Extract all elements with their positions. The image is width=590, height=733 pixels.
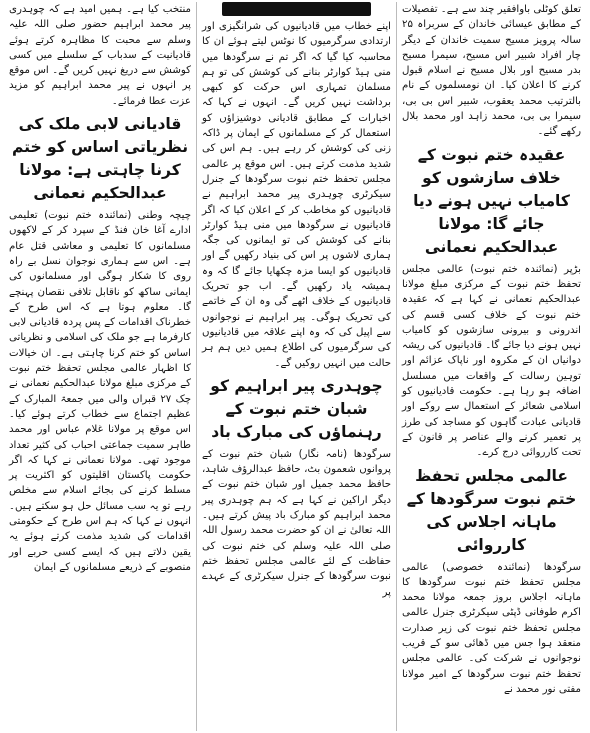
article-paragraph: سرگودھا (نامہ نگار) شبان ختم نبوت کے پروانوں شعمون بٹ، حافظ عبدالرؤف شاہد، حافظ محمد جمیل اور شبان ختم نبوت کے دیگر اراکین نے کہا ہے کہ ہم چوہدری پیر محمد ابراہیم کو مبارک باد پیش کرتے ہیں۔ اللہ تعالیٰ نے ان کو حضرت محمد رسول اللہ صلی اللہ علیہ وسلم کی ختم نبوت کی حفاظت کے لئے عالمی مجلس تحفظ ختم نبوت سرگودھا کے جنرل سیکرٹری کے عہدے پر: [202, 448, 391, 598]
article-headline: چوہدری پیر ابراہیم کو شبان ختم نبوت کے رہنماؤں کی مبارک باد: [210, 376, 383, 441]
column-left: [4, 2, 196, 731]
article-paragraph: اپنے خطاب میں قادیانیوں کی شرانگیزی اور ارتدادی سرگرمیوں کا نوٹس لیتے ہوئے ان کا محاسبہ کیا گیا کہ اگر تم نے سرگودھا میں منی ہیڈ کوارٹر بنانے کی کوشش کی تو ہم مسلمان تمہاری اس حرکت کو کبھی برداشت نہیں کریں گے۔ انہوں نے کہا کہ اخبارات کے مطابق قادیانی دوشیزاؤں کو استعمال کر کے مسلمانوں کے ایمان پر ڈاکہ زنی کی کوشش کر رہے ہیں۔ ہم اس کی شدید مذمت کرتے ہیں۔ اس موقع پر عالمی مجلس تحفظ ختم نبوت سرگودھا کے جنرل سیکرٹری چوہدری پیر محمد ابراہیم نے قادیانیوں کو مخاطب کر کے اعلان کیا کہ اگر قادیانیوں نے سرگودھا میں منی ہیڈ کوارٹر بنانے کی کوشش کی تو ایمانوں کی جگہ ہماری لاشوں پر اس کی بنیاد رکھیں گے اور قادیانیوں کو ایسا مزہ چکھایا جائے گا کہ وہ ہمیشہ یاد رکھیں گے۔ اب جو تحریک قادیانیوں کے خلاف اٹھے گی وہ ان کے خاتمے کی تحریک ہوگی۔ پیر ابراہیم نے نوجوانوں سے اپیل کی کہ وہ اپنے علاقہ میں قادیانیوں کی سرگرمیوں کی اطلاع ہمیں دیں ہم ہر حالت میں انہیں روکیں گے۔: [202, 21, 391, 369]
article-headline: قادیانی لابی ملک کی نظریاتی اساس کو ختم کرنا چاہتی ہے: مولانا عبدالحکیم نعمانی: [11, 115, 189, 203]
decorative-bar: [222, 2, 371, 16]
columns: [4, 2, 586, 731]
article-paragraph: منتخب کیا ہے۔ ہمیں امید ہے کہ چوہدری پیر محمد ابراہیم حضور صلی اللہ علیہ وسلم سے محبت کا مظاہرہ کرتے ہوئے قادیانیت کے سدباب کے سلسلے میں کسی کوشش سے دریغ نہیں کریں گے۔ اس موقع پر انہوں نے پیر محمد ابراہیم کو مزید عزت عطا فرمائے۔: [9, 4, 191, 107]
article-headline: عقیدہ ختم نبوت کے خلاف سازشوں کو کامیاب نہیں ہونے دیا جائے گا: مولانا عبدالحکیم نعمانی: [413, 145, 570, 256]
column-middle: [196, 2, 396, 731]
article-paragraph: تعلق کوٹلی باوافقیر چند سے ہے۔ تفصیلات کے مطابق عیسائی خاندان کے سربراہ ۲۵ سالہ پرویز مسیح سمیت خاندان کے دیگر چار افراد شبیر اس مسیح، سیمرا مسیح بدر مسیح اور بلال مسیح نے اسلام قبول کرنے کا اعلان کیا۔ ان نومسلموں کے نام بالترتیب محمد یعقوب، شبیر اس بی بی، سیمرا بی بی، محمد زاہد اور محمد بلال رکھے گئے۔: [402, 4, 581, 138]
article-paragraph: سرگودھا (نمائندہ خصوصی) عالمی مجلس تحفظ ختم نبوت سرگودھا کا ماہانہ اجلاس بروز جمعہ مولانا محمد اکرم طوفانی ڈپٹی سیکرٹری جنرل عالمی مجلس تحفظ ختم نبوت کی زیر صدارت منعقد ہوا جس میں ڈھائی سو کے قریب نوجوانوں نے شرکت کی۔ عالمی مجلس تحفظ ختم نبوت سرگودھا کے امیر مولانا مفتی نور محمد نے: [402, 561, 581, 695]
article-paragraph: بڑپر (نمائندہ ختم نبوت) عالمی مجلس تحفظ ختم نبوت کے مرکزی مبلغ مولانا عبدالحکیم نعمانی نے کہا ہے کہ عقیدہ ختم نبوت کے خلاف کسی قسم کی اندرونی و بیرونی سازشوں کو کامیاب نہیں ہونے دیا جائے گا۔ قادیانیوں کی ریشہ دوانیاں ان کے مکروہ اور ناپاک عزائم اور توہین رسالت کے واقعات میں مسلسل اضافہ ہو رہا ہے۔ حکومت قادیانیوں کو اسلامی شعائر کے استعمال سے روکے اور قادیانی عبادت گاہوں کو مساجد کی طرز پر تعمیر کرنے والے عناصر پر قانون کے تحت کارروائی درج کرے۔: [402, 263, 581, 459]
article-headline: عالمی مجلس تحفظ ختم نبوت سرگودھا کے ماہانہ اجلاس کی کارروائی: [406, 466, 577, 554]
article-paragraph: چیچہ وطنی (نمائندہ ختم نبوت) تعلیمی ادارے آغا خان فنڈ کے سپرد کر کے لاکھوں مسلمانوں کا تعلیمی و معاشی قتل عام ہے۔ اس سے ہماری نوجوان نسل بے راہ روی کا شکار ہوگی اور مسلمانوں کی ایمانی ساکھ کو ناقابل تلافی نقصان پہنچے گا۔ معلوم ہوتا ہے کہ اس طرح کے خطرناک اقدامات کے پس پردہ قادیانی لابی کارفرما ہے جو ملک کی اسلامی و نظریاتی اساس کو ختم کرنا چاہتی ہے۔ ان خیالات کا اظہار عالمی مجلس تحفظ ختم نبوت کے مرکزی مبلغ مولانا عبدالحکیم نعمانی نے چک ۲۷ قبراں والی میں جمعۃ المبارک کے عظیم اجتماع سے خطاب کرتے ہوئے کیا۔ اس موقع پر مولانا غلام عباس اور محمد طاہر سمیت جماعتی احباب کی کثیر تعداد موجود تھی۔ مولانا نعمانی نے کہا کہ اگر حکومت پاکستان اقلیتوں کو اکثریت پر مسلط کرنے کی بجائے اسلام سے مخلص رہے تو یہ سب مسائل حل ہو سکتے ہیں۔ انہوں نے کہا کہ ہم اس طرح کے حکومتی اقدامات کی شدید مذمت کرتے ہوئے یہ یقین دلاتے ہیں کہ ایسے کسی حربے اور منصوبے کے ذریعے مسلمانوں کے ایمان: [9, 210, 191, 573]
column-right: [396, 2, 586, 731]
